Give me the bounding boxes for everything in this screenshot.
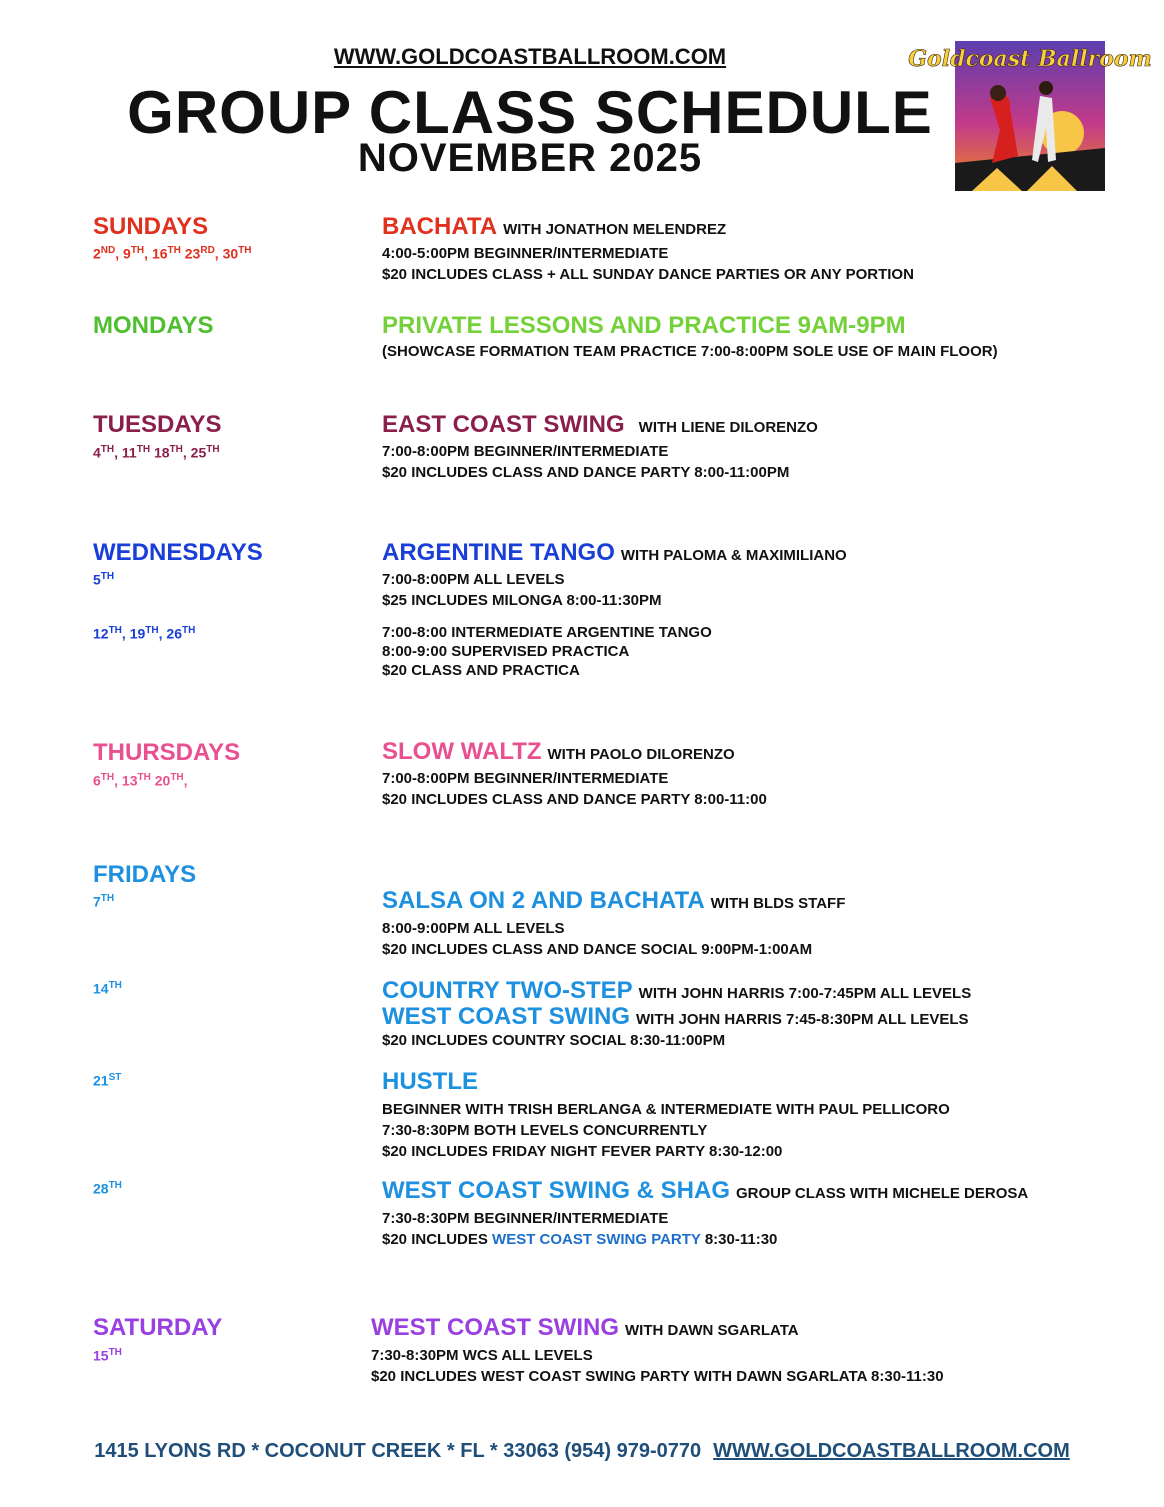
class-west-coast-swing-saturday: WEST COAST SWING — [371, 1314, 619, 1341]
wcs-party-link[interactable]: WEST COAST SWING PARTY — [492, 1231, 701, 1248]
class-slow-waltz: SLOW WALTZ — [382, 738, 542, 765]
wednesday-intermediate: 7:00-8:00 INTERMEDIATE ARGENTINE TANGO — [382, 624, 712, 641]
friday-date-21: 21ST — [93, 1072, 122, 1089]
thursday-price: $20 INCLUDES CLASS AND DANCE PARTY 8:00-11:00 — [382, 791, 767, 808]
friday-14-class-a: COUNTRY TWO-STEP WITH JOHN HARRIS 7:00-7:45PM ALL LEVELS — [382, 977, 972, 1004]
saturday-price: $20 INCLUDES WEST COAST SWING PARTY WITH DAWN SGARLATA 8:30-11:30 — [371, 1368, 944, 1385]
footer — [0, 1440, 1164, 1463]
friday-21-time: 7:30-8:30PM BOTH LEVELS CONCURRENTLY — [382, 1122, 708, 1139]
friday-date-7: 7TH — [93, 893, 115, 910]
saturday-dates: 15TH — [93, 1347, 122, 1364]
wednesday-class: ARGENTINE TANGO WITH PALOMA & MAXIMILIANO — [382, 539, 847, 566]
class-wcs-shag: WEST COAST SWING & SHAG — [382, 1177, 730, 1204]
thursday-dates: 6TH, 13TH 20TH, — [93, 772, 188, 789]
sunday-class: BACHATA WITH JONATHON MELENDREZ — [382, 213, 727, 240]
class-country-two-step: COUNTRY TWO-STEP — [382, 977, 633, 1004]
wednesday-price: $25 INCLUDES MILONGA 8:00-11:30PM — [382, 592, 662, 609]
tuesday-class: EAST COAST SWING WITH LIENE DILORENZO — [382, 411, 818, 438]
class-private-lessons: PRIVATE LESSONS AND PRACTICE 9AM-9PM — [382, 312, 906, 339]
class-west-coast-swing: WEST COAST SWING — [382, 1003, 630, 1030]
sunday-time: 4:00-5:00PM BEGINNER/INTERMEDIATE — [382, 245, 669, 262]
saturday-time: 7:30-8:30PM WCS ALL LEVELS — [371, 1347, 593, 1364]
tuesday-price: $20 INCLUDES CLASS AND DANCE PARTY 8:00-11:00PM — [382, 464, 790, 481]
goldcoast-ballroom-logo — [908, 38, 1152, 194]
day-wednesdays: WEDNESDAYS — [93, 539, 263, 566]
wednesday-time: 7:00-8:00PM ALL LEVELS — [382, 571, 565, 588]
wednesday-practica-price: $20 CLASS AND PRACTICA — [382, 662, 580, 679]
friday-21-price: $20 INCLUDES FRIDAY NIGHT FEVER PARTY 8:30-12:00 — [382, 1143, 783, 1160]
footer-address: 1415 LYONS RD * COCONUT CREEK * FL * 33063 (954) 979-0770 — [94, 1440, 702, 1462]
class-salsa-bachata: SALSA ON 2 AND BACHATA — [382, 887, 705, 914]
tuesday-dates: 4TH, 11TH 18TH, 25TH — [93, 444, 220, 461]
month-subtitle: NOVEMBER 2025 — [357, 136, 703, 180]
day-tuesdays: TUESDAYS — [93, 411, 222, 438]
friday-date-14: 14TH — [93, 980, 122, 997]
page-title: GROUP CLASS SCHEDULE — [127, 79, 933, 146]
friday-7-class: SALSA ON 2 AND BACHATA WITH BLDS STAFF — [382, 887, 846, 914]
friday-21-instructors: BEGINNER WITH TRISH BERLANGA & INTERMEDIATE WITH PAUL PELLICORO — [382, 1101, 950, 1118]
day-thursdays: THURSDAYS — [93, 739, 241, 766]
day-sundays: SUNDAYS — [93, 213, 209, 240]
day-saturday: SATURDAY — [93, 1314, 223, 1341]
wednesday-practica: 8:00-9:00 SUPERVISED PRACTICA — [382, 643, 630, 660]
svg-text:Goldcoast Ballroom: Goldcoast Ballroom — [908, 46, 1152, 72]
wednesday-dates-2: 12TH, 19TH, 26TH — [93, 625, 196, 642]
friday-14-class-b: WEST COAST SWING WITH JOHN HARRIS 7:45-8:30PM ALL LEVELS — [382, 1003, 969, 1030]
friday-7-price: $20 INCLUDES CLASS AND DANCE SOCIAL 9:00PM-1:00AM — [382, 941, 813, 958]
logo-text — [908, 46, 1152, 72]
saturday-class: WEST COAST SWING WITH DAWN SGARLATA — [371, 1314, 799, 1341]
friday-7-time: 8:00-9:00PM ALL LEVELS — [382, 920, 565, 937]
day-fridays: FRIDAYS — [93, 861, 197, 888]
class-bachata: BACHATA — [382, 213, 498, 240]
friday-14-price: $20 INCLUDES COUNTRY SOCIAL 8:30-11:00PM — [382, 1032, 726, 1049]
monday-note: (SHOWCASE FORMATION TEAM PRACTICE 7:00-8:00PM SOLE USE OF MAIN FLOOR) — [382, 343, 998, 360]
friday-date-28: 28TH — [93, 1180, 122, 1197]
tuesday-time: 7:00-8:00PM BEGINNER/INTERMEDIATE — [382, 443, 669, 460]
website-url-header[interactable]: WWW.GOLDCOASTBALLROOM.COM — [333, 44, 727, 69]
thursday-class: SLOW WALTZ WITH PAOLO DILORENZO — [382, 738, 735, 765]
class-hustle: HUSTLE — [382, 1068, 478, 1095]
footer-website-link[interactable]: WWW.GOLDCOASTBALLROOM.COM — [713, 1440, 1070, 1462]
wednesday-dates-1: 5TH — [93, 571, 115, 588]
thursday-time: 7:00-8:00PM BEGINNER/INTERMEDIATE — [382, 770, 669, 787]
friday-28-time: 7:30-8:30PM BEGINNER/INTERMEDIATE — [382, 1210, 669, 1227]
sunday-price: $20 INCLUDES CLASS + ALL SUNDAY DANCE PARTIES OR ANY PORTION — [382, 266, 914, 283]
class-east-coast-swing: EAST COAST SWING — [382, 411, 625, 438]
friday-28-price: $20 INCLUDES WEST COAST SWING PARTY 8:30-11:30 — [382, 1231, 778, 1248]
class-argentine-tango: ARGENTINE TANGO — [382, 539, 615, 566]
friday-28-class: WEST COAST SWING & SHAG GROUP CLASS WITH MICHELE DEROSA — [382, 1177, 1029, 1204]
sunday-dates: 2ND, 9TH, 16TH 23RD, 30TH — [93, 245, 252, 262]
day-mondays: MONDAYS — [93, 312, 214, 339]
